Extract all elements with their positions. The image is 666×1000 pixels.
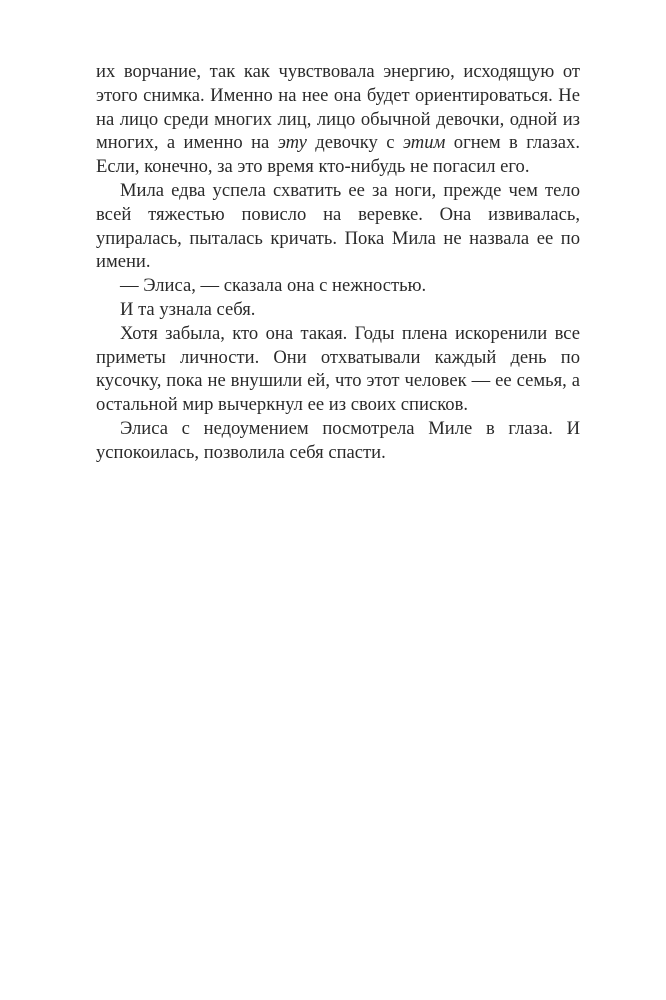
text-run: огнем в глазах. Если, конечно, за это время кто-нибудь не погасил его. xyxy=(96,132,580,178)
text-run: их ворчание, так как чувствовала энергию, исходящую от этого снимка. Именно на нее она будет ориентироваться. Не на лицо среди многих лиц, лицо обычной девочки, одной из многих, а именно на xyxy=(96,61,580,154)
dialogue-line: — Элиса, — сказала она с нежностью. xyxy=(120,275,427,297)
paragraph: Хотя забыла, кто она такая. Годы плена искоренили все приметы личности. Они отхватывали каждый день по кусочку, пока не внушили ей, что этот человек — ее семья, а остальной мир вычеркнул ее из своих списков. xyxy=(96,322,580,416)
book-page-text xyxy=(96,60,580,465)
text-run: девочку с xyxy=(306,132,403,154)
paragraph: Мила едва успела схватить ее за ноги, прежде чем тело всей тяжестью повисло на веревке. Она извивалась, упиралась, пыталась кричать. Пока Мила не назвала ее по имени. xyxy=(96,179,580,273)
italic-emphasis: эту xyxy=(277,132,307,154)
paragraph-continuation xyxy=(96,60,580,179)
paragraph: И та узнала себя. xyxy=(120,298,256,320)
paragraph: Элиса с недоумением посмотрела Миле в глаза. И успокоилась, позволила себя спасти. xyxy=(96,417,580,463)
italic-emphasis: этим xyxy=(402,132,446,154)
